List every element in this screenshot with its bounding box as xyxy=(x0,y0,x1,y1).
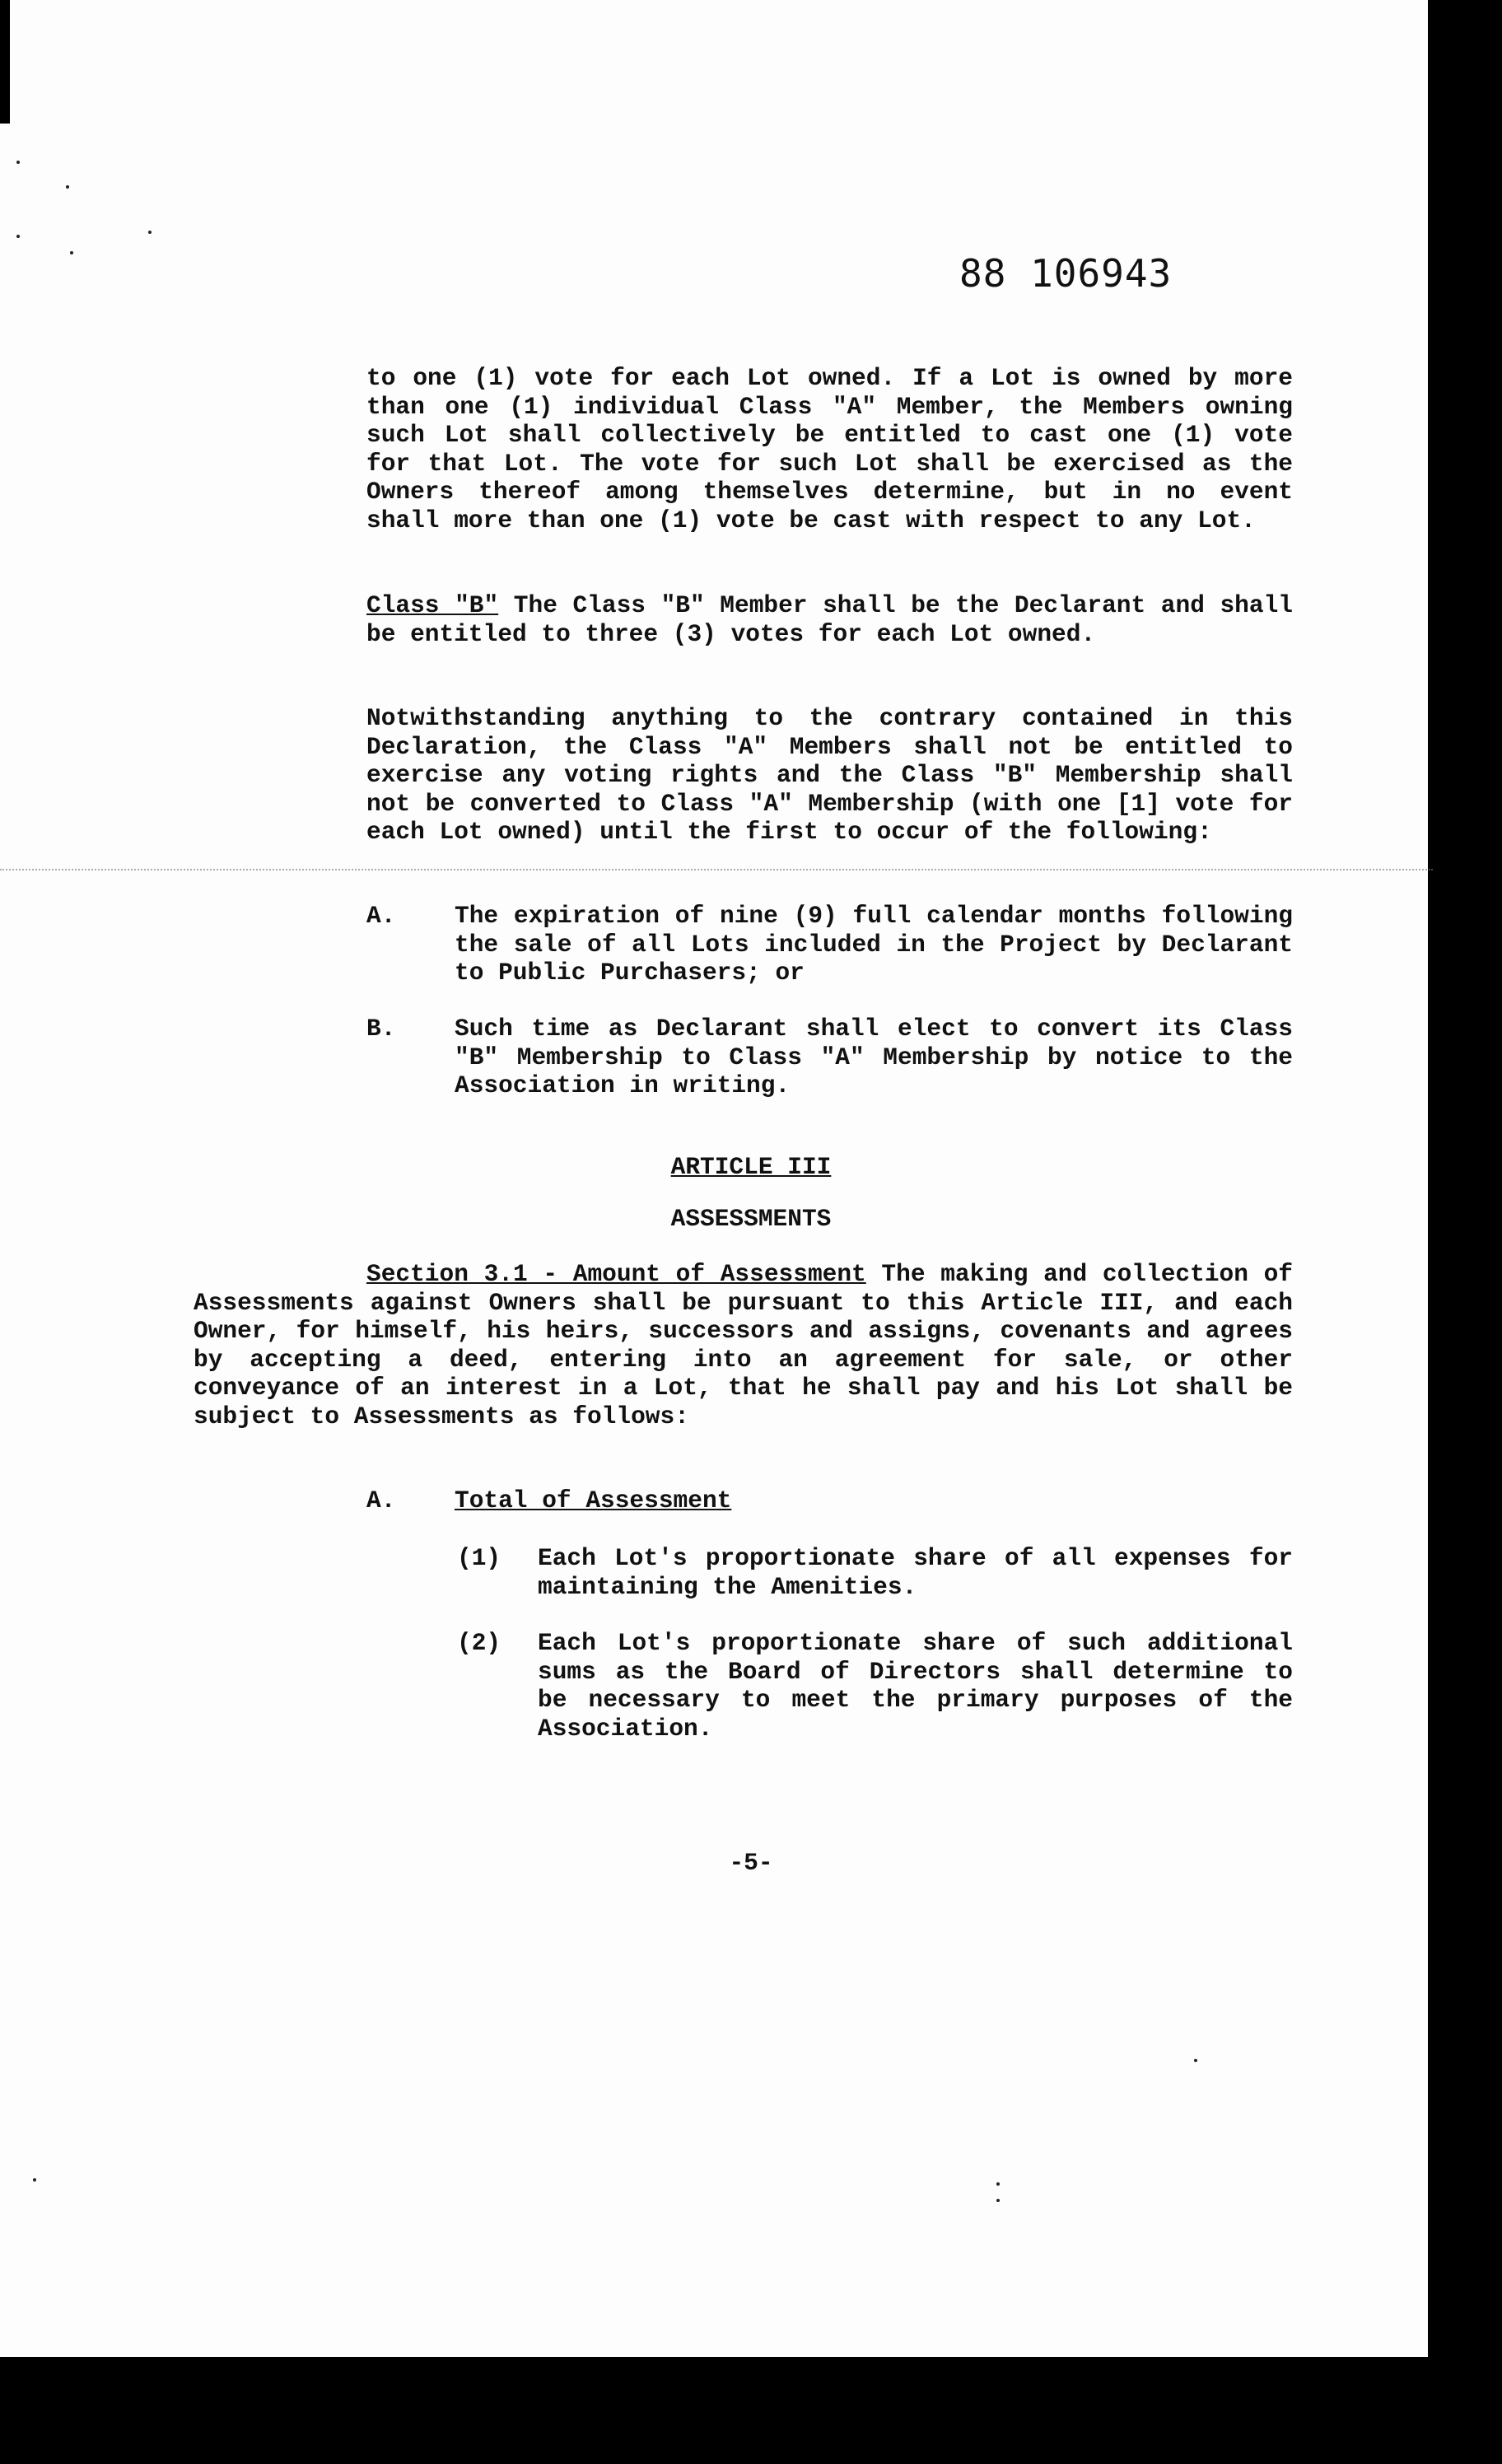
list-item-letter: A. xyxy=(366,902,396,930)
scan-speck xyxy=(70,251,73,254)
scan-edge-bottom xyxy=(0,2357,1502,2464)
section-label: Section 3.1 - Amount of Assessment xyxy=(366,1260,866,1288)
scan-speck xyxy=(996,2182,1000,2186)
article-title: ARTICLE III xyxy=(670,1153,832,1181)
paragraph-section-3-1 xyxy=(194,1260,1293,1430)
article-subtitle: ASSESSMENTS xyxy=(670,1205,832,1233)
list-item-text: Such time as Declarant shall elect to convert its Class "B" Membership to Class "A" Membership by notice to the Association in writing. xyxy=(455,1015,1293,1099)
class-b-text: The Class "B" Member shall be the Declarant and shall be entitled to three (3) votes for each Lot owned. xyxy=(366,591,1293,648)
page-number: -5- xyxy=(729,1849,773,1877)
total-assessment-label: Total of Assessment xyxy=(455,1486,732,1514)
scan-speck xyxy=(33,2178,36,2182)
list-item-letter: B. xyxy=(366,1015,396,1043)
scan-speck xyxy=(16,161,20,164)
scan-speck xyxy=(16,235,20,238)
list-item-text: The expiration of nine (9) full calendar months following the sale of all Lots included in the Project by Declarant to Public Purchasers; or xyxy=(455,902,1293,987)
sub-item-number: (1) xyxy=(457,1544,501,1572)
class-b-label: Class "B" xyxy=(366,591,499,619)
list-item-letter: A. xyxy=(366,1486,396,1514)
document-number: 88 106943 xyxy=(959,251,1173,296)
sub-item-number: (2) xyxy=(457,1629,501,1657)
section-text: The making and collection of Assessments against Owners shall be pursuant to this Article III, and each Owner, for himself, his heirs, successors and assigns, covenants and agrees by accepting a deed, entering into an agreement for sale, or other conveyance of an interest in a Lot, that he shall pay and his Lot shall be subject to Assessments as follows: xyxy=(194,1260,1293,1430)
sub-item-text: Each Lot's proportionate share of all expenses for maintaining the Amenities. xyxy=(538,1544,1293,1601)
paragraph-vote-continuation: to one (1) vote for each Lot owned. If a Lot is owned by more than one (1) individual Class "A" Member, the Members owning such Lot shall collectively be entitled to cast one (1) vote for that Lot. The vote for such Lot shall be exercised as the Owners thereof among themselves determine, but in no event shall more than one (1) vote be cast with respect to any Lot. xyxy=(366,364,1293,534)
sub-item-text: Each Lot's proportionate share of such additional sums as the Board of Directors shall determine to be necessary to meet the primary purposes of the Association. xyxy=(538,1629,1293,1743)
paragraph-class-b xyxy=(366,591,1293,648)
scan-artifact-line xyxy=(0,869,1433,870)
scan-edge-left xyxy=(0,0,10,124)
scan-speck xyxy=(1194,2059,1197,2062)
scan-speck xyxy=(148,231,152,234)
scan-speck xyxy=(996,2199,1000,2202)
scan-speck xyxy=(66,185,69,189)
paragraph-notwithstanding: Notwithstanding anything to the contrary contained in this Declaration, the Class "A" Members shall not be entitled to exercise any voting rights and the Class "B" Membership shall not be converted to Class "A" Membership (with one [1] vote for each Lot owned) until the first to occur of the following: xyxy=(366,704,1293,846)
